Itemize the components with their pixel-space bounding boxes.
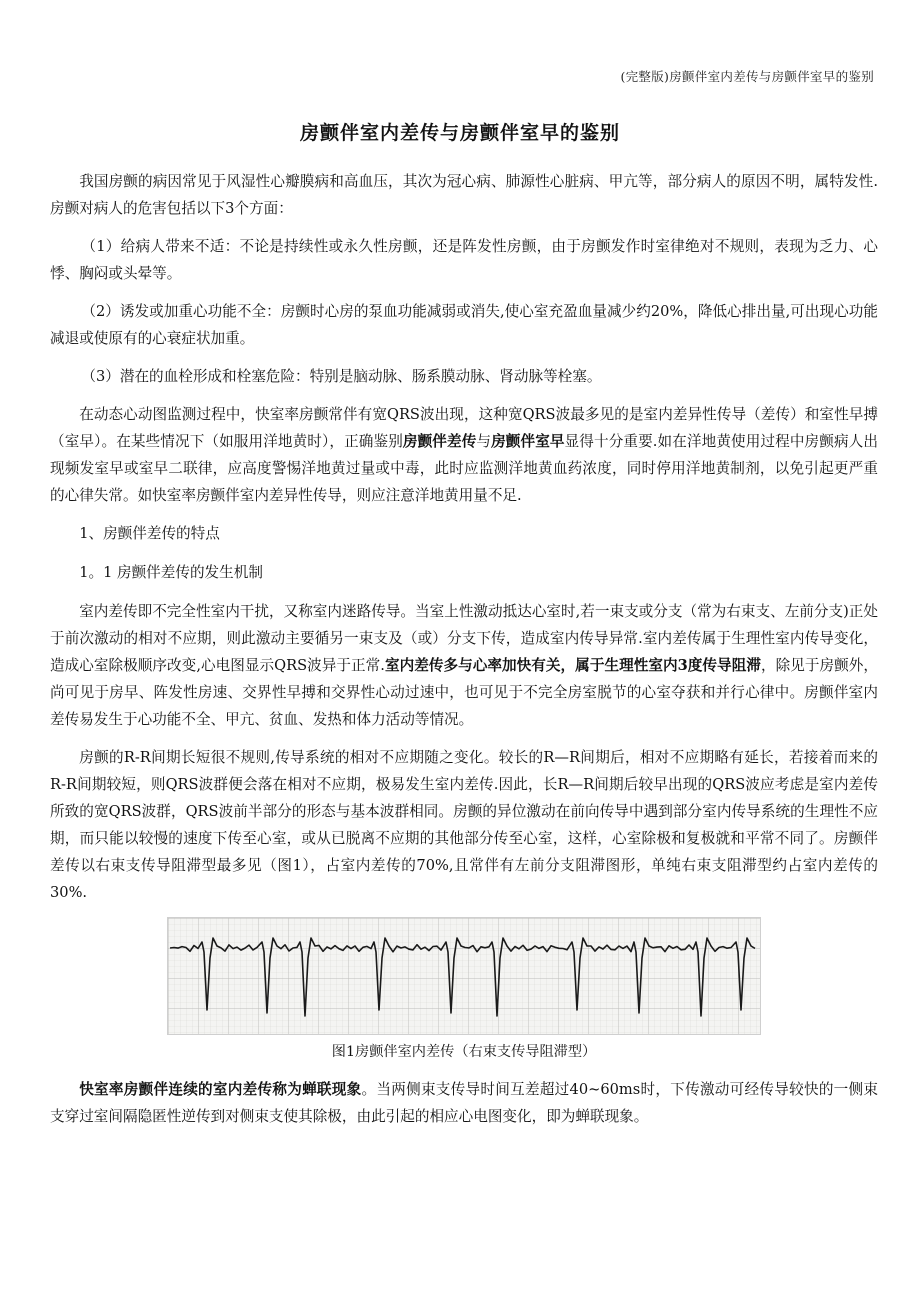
text-segment: 室内差传即不完全性室内干扰，又称室内迷路传导。当室上性激动抵达心室时,若一束支或分支（常为右束支、左前分支)正处于前次激动的相对不应期，则此激动主要循另一束支及（或）分支下传，造成室内传导异常.室内差传属于生理性室内传导变化，造成心室除极顺序改变,心电图显示QRS波异于正常. bbox=[50, 603, 878, 674]
paragraph-diagnosis bbox=[50, 401, 878, 509]
bold-term: 房颤伴差传 bbox=[402, 433, 477, 450]
paragraph-concealed bbox=[50, 1076, 878, 1130]
list-item: （2）诱发或加重心功能不全：房颤时心房的泵血功能减弱或消失,使心室充盈血量减少约20%，降低心排出量,可出现心功能减退或使原有的心衰症状加重。 bbox=[50, 303, 878, 347]
subsection-heading: 1。1 房颤伴差传的发生机制 bbox=[79, 564, 263, 581]
document-body bbox=[50, 168, 878, 1141]
ecg-strip-image bbox=[167, 917, 761, 1035]
text-segment: ，除见于房颤外，尚可见于房早、阵发性房速、交界性早搏和交界性心动过速中，也可见于不完全房室脱节的心室夺获和并行心律中。房颤伴室内差传易发生于心功能不全、甲亢、贫血、发热和体力活动等情况。 bbox=[50, 657, 878, 728]
intro-paragraph: 我国房颤的病因常见于风湿性心瓣膜病和高血压，其次为冠心病、肺源性心脏病、甲亢等，部分病人的原因不明，属特发性.房颤对病人的危害包括以下3个方面： bbox=[50, 173, 878, 217]
list-item: （3）潜在的血栓形成和栓塞危险：特别是脑动脉、肠系膜动脉、肾动脉等栓塞。 bbox=[81, 368, 602, 385]
bold-statement: 室内差传多与心率加快有关，属于生理性室内3度传导阻滞 bbox=[384, 657, 761, 674]
paragraph-mechanism bbox=[50, 598, 878, 733]
page-title: 房颤伴室内差传与房颤伴室早的鉴别 bbox=[299, 122, 620, 144]
section-heading: 1、房颤伴差传的特点 bbox=[79, 525, 220, 542]
paragraph-rr-interval: 房颤的R-R间期长短很不规则,传导系统的相对不应期随之变化。较长的R—R间期后，相对不应期略有延长，若接着而来的R-R间期较短，则QRS波群便会落在相对不应期，极易发生室内差传.因此，长R—R间期后较早出现的QRS波应考虑是室内差传所致的宽QRS波群，QRS波前半部分的形态与基本波群相同。房颤的异位激动在前向传导中遇到部分室内传导系统的生理性不应期，而只能以较慢的速度下传至心室，或从已脱离不应期的其他部分传至心室，这样，心室除极和复极就和平常不同了。房颤伴差传以右束支传导阻滞型最多见（图1），占室内差传的70%,且常伴有左前分支阻滞图形，单纯右束支阻滞型约占室内差传的30%. bbox=[50, 749, 878, 901]
bold-term: 房颤伴室早 bbox=[491, 433, 565, 450]
figure-caption: 图1房颤伴室内差传（右束支传导阻滞型） bbox=[331, 1044, 597, 1060]
header-note: (完整版)房颤伴室内差传与房颤伴室早的鉴别 bbox=[620, 69, 874, 84]
text-segment: 在动态心动图监测过程中，快室率房颤常伴有宽QRS波出现，这种宽QRS波最多见的是室内差异性传导（差传）和室性早搏（室早）。在某些情况下（如服用洋地黄时），正确鉴别 bbox=[50, 406, 878, 450]
list-item: （1）给病人带来不适：不论是持续性或永久性房颤，还是阵发性房颤，由于房颤发作时室律绝对不规则，表现为乏力、心悸、胸闷或头晕等。 bbox=[50, 238, 878, 282]
text-segment: 与 bbox=[476, 433, 492, 450]
bold-statement: 快室率房颤伴连续的室内差传称为蝉联现象 bbox=[79, 1081, 362, 1098]
figure-1 bbox=[50, 917, 878, 1035]
text-segment: 。当两侧束支传导时间互差超过40~60ms时，下传激动可经传导较快的一侧束支穿过室间隔隐匿性逆传到对侧束支使其除极，由此引起的相应心电图变化，即为蝉联现象。 bbox=[50, 1081, 878, 1125]
text-segment: 显得十分重要.如在洋地黄使用过程中房颤病人出现频发室早或室早二联律，应高度警惕洋地黄过量或中毒，此时应监测洋地黄血药浓度，同时停用洋地黄制剂，以免引起更严重的心律失常。如快室率房颤伴室内差异性传导，则应注意洋地黄用量不足. bbox=[50, 433, 878, 504]
